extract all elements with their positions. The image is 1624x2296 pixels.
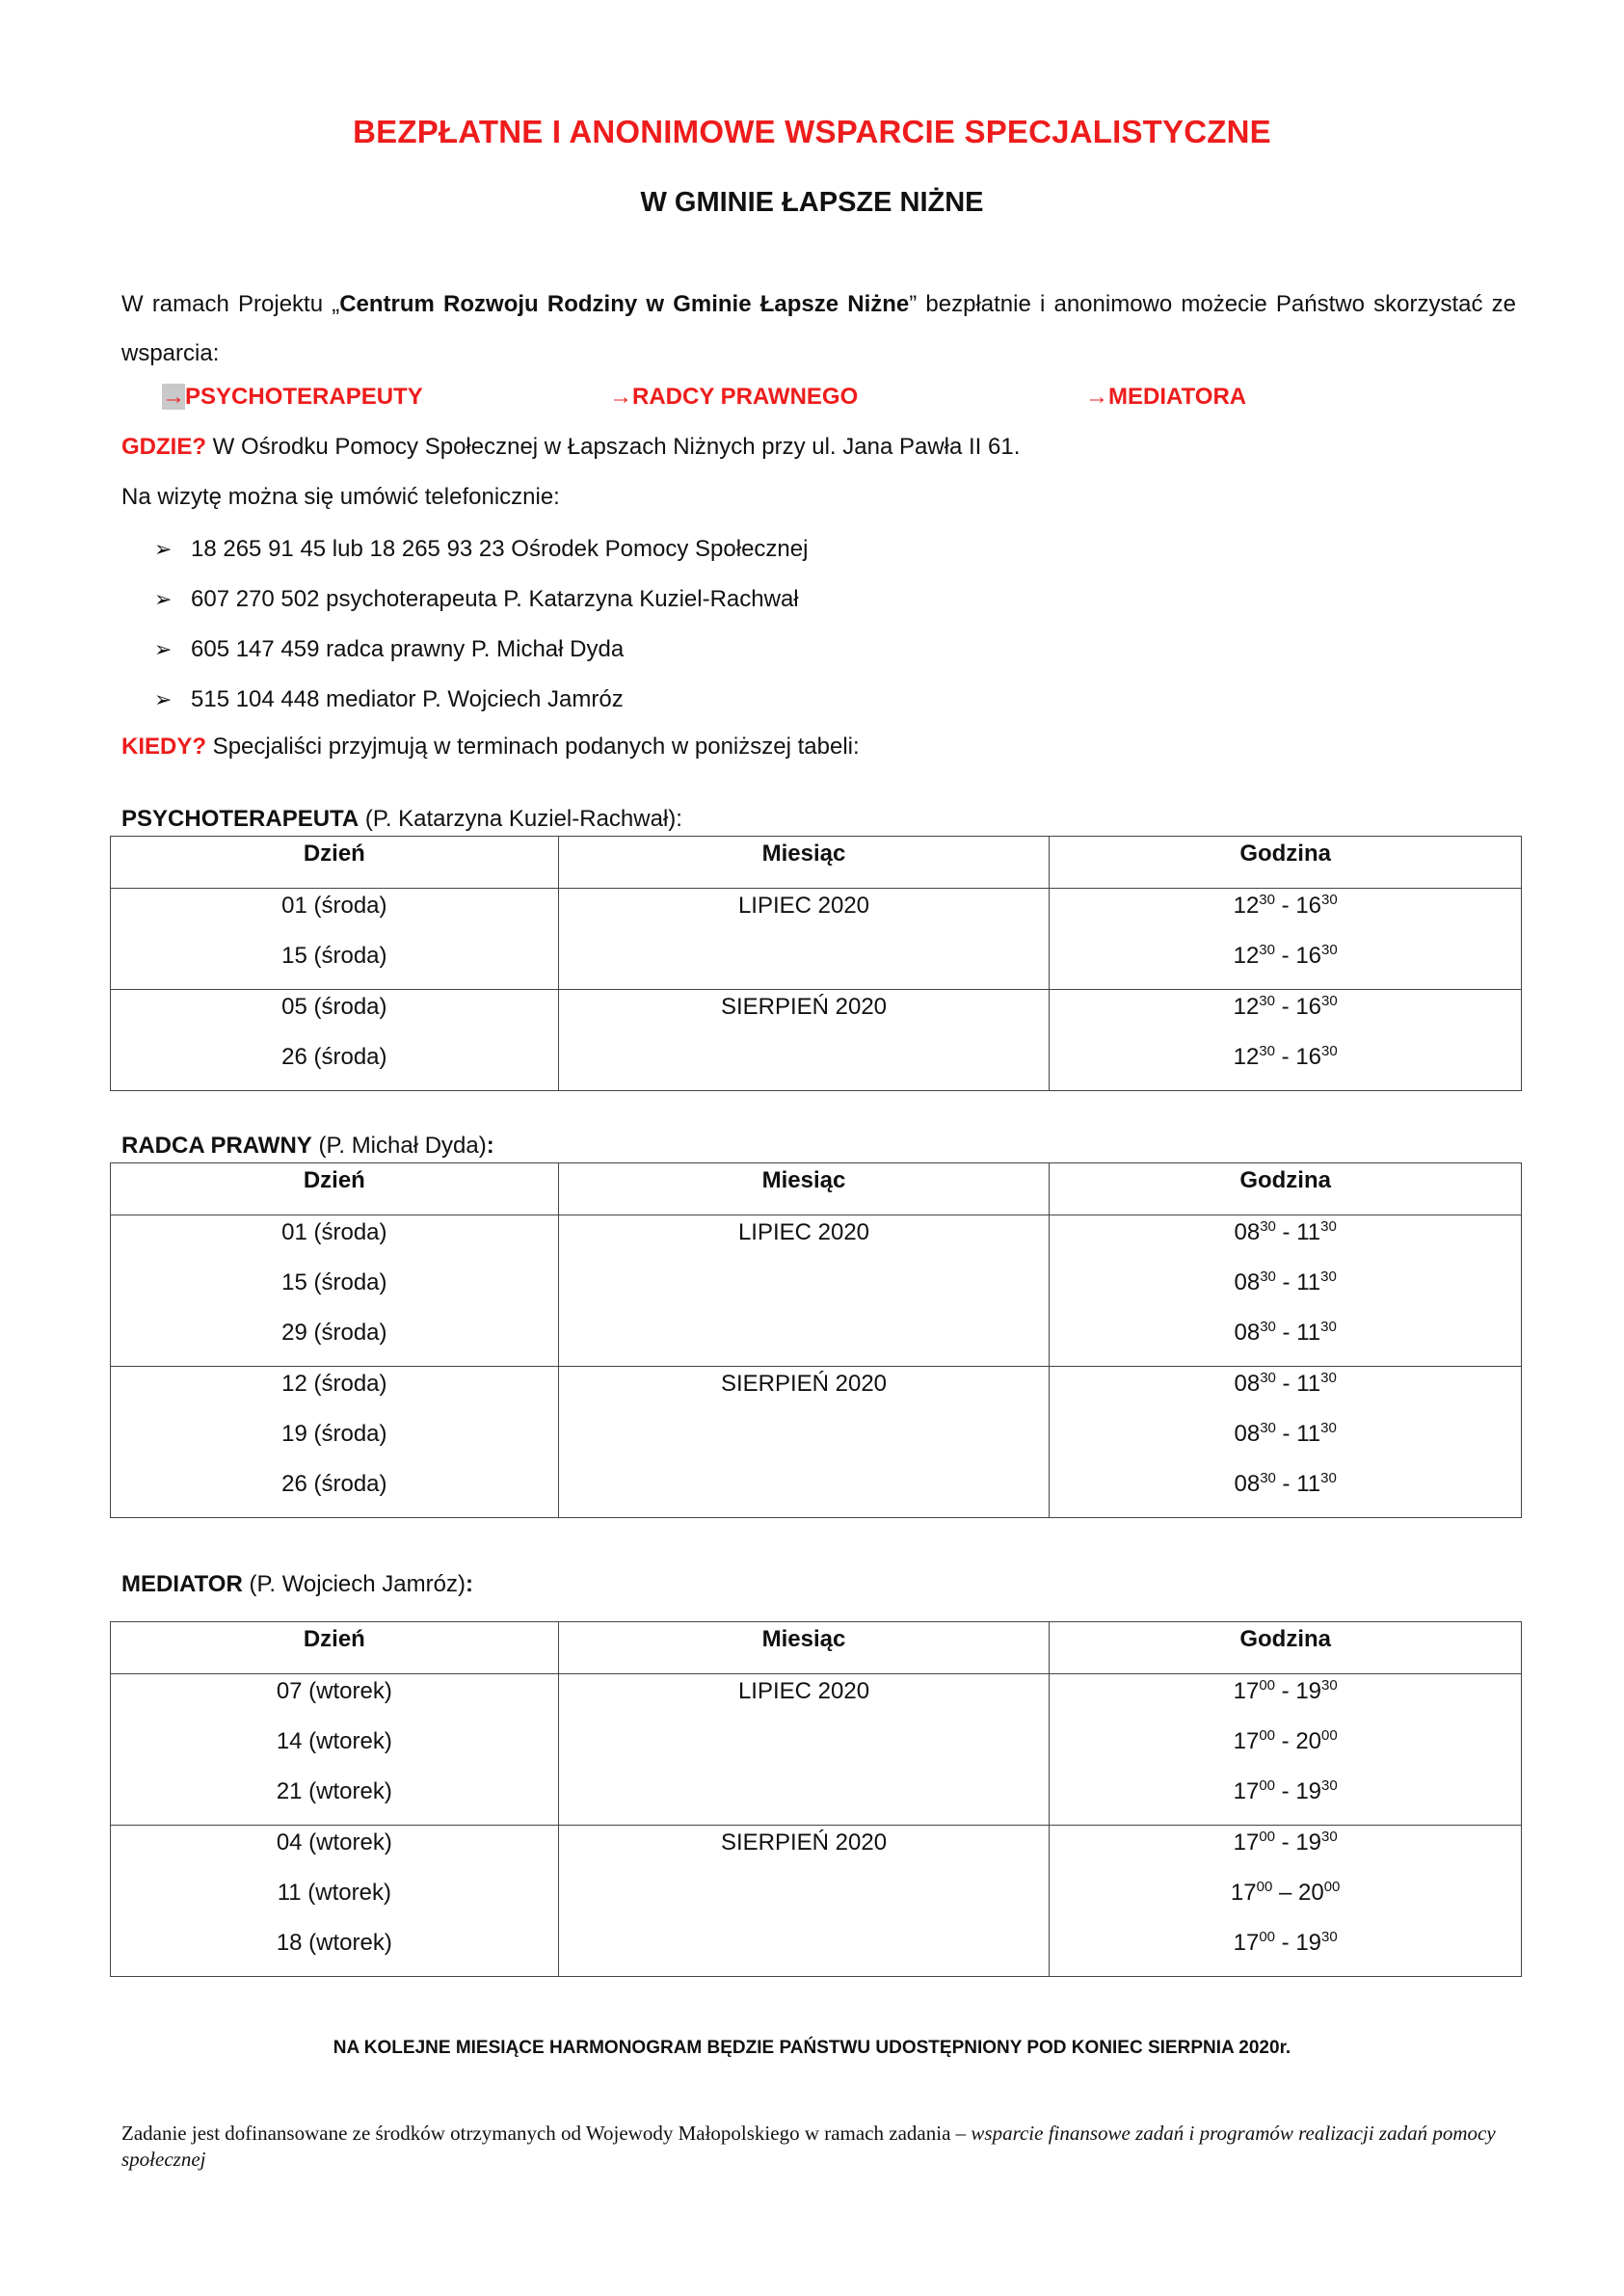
month-value: SIERPIEŃ 2020 [720,1371,888,1397]
table-header-row [111,1163,1522,1215]
minute-start: 30 [1259,892,1275,908]
hour-value [1050,1876,1521,1926]
hour-start: 08 [1234,1320,1261,1346]
hour-start: 12 [1233,994,1260,1020]
minute-start: 00 [1259,1929,1275,1945]
hour-value [1050,1826,1521,1876]
minute-start: 30 [1259,993,1275,1009]
minute-start: 30 [1260,1370,1276,1386]
role-name: PSYCHOTERAPEUTA [121,806,359,832]
minute-end: 00 [1323,1879,1341,1895]
intro-text-end: ” bezpłatnie i anonimowo możecie Państwo skorzystać ze wsparcia: [121,291,1517,366]
hour-separator: - [1275,1829,1296,1855]
day-cell [111,1215,559,1367]
arrowhead-bullet-icon: ➢ [154,637,173,661]
hour-cell [1050,990,1522,1091]
hour-start: 17 [1233,1930,1260,1956]
hour-start: 17 [1233,1778,1260,1804]
hour-separator: – [1272,1880,1298,1906]
hour-separator: - [1275,1930,1296,1956]
footer-italic-text: wsparcie finansowe zadań i programów realizacji zadań pomocy społecznej [121,2122,1496,2171]
minute-end: 30 [1321,1677,1338,1694]
hour-cell [1050,1826,1522,1977]
arrowhead-bullet-icon: ➢ [154,537,173,561]
hour-end: 16 [1295,994,1322,1020]
minute-end: 30 [1320,1420,1337,1436]
minute-start: 00 [1259,1727,1275,1744]
hour-value [1050,889,1521,939]
contact-text: 607 270 502 psychoterapeuta P. Katarzyna Kuziel-Rachwał [191,586,799,612]
hour-value [1050,990,1521,1040]
column-header-day: Dzień [111,1163,559,1215]
hour-start: 08 [1234,1371,1261,1397]
day-value: 12 (środa) [281,1371,387,1397]
contact-text: 18 265 91 45 lub 18 265 93 23 Ośrodek Pomocy Społecznej [191,536,809,562]
footer-text: Zadanie jest dofinansowane ze środków otrzymanych od Wojewody Małopolskiego w ramach zadania – [121,2122,972,2145]
document-title: BEZPŁATNE I ANONIMOWE WSPARCIE SPECJALISTYCZNE [353,114,1271,149]
where-text: W Ośrodku Pomocy Społecznej w Łapszach Niżnych przy ul. Jana Pawła II 61. [206,434,1021,460]
minute-start: 00 [1256,1879,1273,1895]
hour-value [1050,1316,1521,1366]
day-value: 18 (wtorek) [276,1930,392,1956]
day-value: 11 (wtorek) [277,1880,391,1906]
minute-end: 30 [1321,1777,1338,1794]
minute-end: 00 [1321,1727,1338,1744]
day-value: 21 (wtorek) [276,1778,392,1804]
hour-cell [1050,1215,1522,1367]
hour-start: 12 [1233,943,1260,969]
day-value: 01 (środa) [281,893,387,919]
contact-text: 605 147 459 radca prawny P. Michał Dyda [191,636,625,662]
minute-start: 30 [1260,1268,1276,1285]
hour-start: 08 [1234,1219,1261,1245]
list-item [154,633,808,683]
phone-intro: Na wizytę można się umówić telefonicznie: [121,484,560,510]
column-header-hour: Godzina [1050,837,1522,889]
month-cell [558,1367,1050,1518]
hour-end: 16 [1295,943,1322,969]
hour-value [1050,1724,1521,1775]
day-value: 15 (środa) [281,1269,387,1295]
person-name: (P. Katarzyna Kuziel-Rachwał): [359,806,682,832]
column-header-day: Dzień [111,1622,559,1674]
hour-start: 17 [1233,1728,1260,1754]
minute-end: 30 [1321,993,1338,1009]
month-cell [558,1826,1050,1977]
column-header-month: Miesiąc [558,1622,1050,1674]
intro-paragraph [121,280,1516,378]
hour-separator: - [1274,1044,1296,1070]
minute-start: 00 [1259,1677,1275,1694]
hour-end: 11 [1296,1269,1321,1295]
specialist-psychotherapist [162,384,423,411]
hour-end: 11 [1296,1471,1321,1497]
minute-start: 30 [1260,1420,1276,1436]
minute-end: 30 [1320,1470,1337,1486]
hour-separator: - [1275,1269,1297,1295]
hour-end: 11 [1296,1371,1321,1397]
hour-end: 16 [1295,1044,1322,1070]
month-cell [558,990,1050,1091]
hour-value [1050,1417,1521,1467]
hour-value [1050,1775,1521,1825]
when-text: Specjaliści przyjmują w terminach podanych w poniższej tabeli: [206,734,860,760]
day-cell [111,1674,559,1826]
column-header-month: Miesiąc [558,1163,1050,1215]
hour-value [1050,1040,1521,1090]
column-header-month: Miesiąc [558,837,1050,889]
table-header-row [111,837,1522,889]
title-colon: : [486,1133,494,1159]
hour-value [1050,1926,1521,1976]
column-header-day: Dzień [111,837,559,889]
table-row [111,1215,1522,1367]
day-value: 29 (środa) [281,1320,387,1346]
table-row [111,889,1522,990]
day-cell [111,990,559,1091]
minute-end: 30 [1320,1370,1337,1386]
day-value: 19 (środa) [281,1421,387,1447]
minute-start: 00 [1259,1777,1275,1794]
specialist-label: RADCY PRAWNEGO [632,384,859,410]
minute-start: 30 [1260,1218,1276,1235]
month-cell [558,1674,1050,1826]
hour-start: 12 [1233,893,1260,919]
contact-text: 515 104 448 mediator P. Wojciech Jamróz [191,686,624,712]
hour-separator: - [1275,1778,1296,1804]
hour-separator: - [1275,1219,1297,1245]
month-cell [558,1215,1050,1367]
mediator-schedule-table [110,1621,1522,1977]
minute-end: 30 [1321,1829,1338,1845]
hour-end: 11 [1296,1421,1321,1447]
hour-value [1050,1266,1521,1316]
when-line [121,734,860,761]
person-name: (P. Michał Dyda) [311,1133,487,1159]
where-label: GDZIE? [121,434,206,460]
hour-value [1050,1467,1521,1517]
hour-separator: - [1275,1371,1297,1397]
specialists-row [0,384,1624,416]
specialist-label: PSYCHOTERAPEUTY [185,384,423,410]
specialist-label: MEDIATORA [1108,384,1247,410]
arrowhead-bullet-icon: ➢ [154,587,173,611]
hour-separator: - [1274,943,1296,969]
minute-end: 30 [1320,1268,1337,1285]
table-header-row [111,1622,1522,1674]
month-value: SIERPIEŃ 2020 [720,1829,888,1855]
day-value: 26 (środa) [281,1471,387,1497]
specialist-legal-advisor [609,384,858,411]
document-subtitle: W GMINIE ŁAPSZE NIŻNE [640,187,984,218]
hour-start: 17 [1233,1678,1260,1704]
day-value: 05 (środa) [281,994,387,1020]
day-cell [111,1367,559,1518]
minute-end: 30 [1321,942,1338,958]
funding-footer [121,2121,1509,2173]
day-value: 14 (wtorek) [276,1728,392,1754]
minute-end: 30 [1321,892,1338,908]
hour-end: 19 [1295,1778,1322,1804]
hour-end: 11 [1296,1320,1321,1346]
table-row [111,1674,1522,1826]
table-row [111,1367,1522,1518]
list-item [154,533,808,583]
when-label: KIEDY? [121,734,207,760]
psychotherapist-schedule-table [110,836,1522,1091]
list-item [154,583,808,633]
minute-end: 30 [1320,1218,1337,1235]
arrow-right-icon: → [609,384,632,410]
minute-end: 30 [1321,1929,1338,1945]
day-value: 07 (wtorek) [276,1678,392,1704]
hour-separator: - [1275,1678,1296,1704]
hour-start: 08 [1234,1471,1261,1497]
minute-start: 30 [1259,942,1275,958]
hour-separator: - [1275,1320,1297,1346]
hour-value [1050,1674,1521,1724]
hour-end: 11 [1296,1219,1321,1245]
arrow-right-icon: → [162,384,185,410]
hour-start: 17 [1233,1829,1260,1855]
hour-separator: - [1275,1421,1297,1447]
hour-separator: - [1274,994,1296,1020]
intro-text-start: W ramach Projektu „ [121,291,340,317]
hour-start: 08 [1234,1421,1261,1447]
day-cell [111,889,559,990]
day-value: 26 (środa) [281,1044,387,1070]
arrowhead-bullet-icon: ➢ [154,687,173,711]
hour-separator: - [1275,1471,1297,1497]
legal-advisor-schedule-table [110,1162,1522,1518]
role-name: RADCA PRAWNY [121,1133,312,1159]
hour-end: 19 [1295,1829,1322,1855]
month-value: LIPIEC 2020 [737,893,870,919]
schedule-notice: NA KOLEJNE MIESIĄCE HARMONOGRAM BĘDZIE PAŃSTWU UDOSTĘPNIONY POD KONIEC SIERPNIA 2020r. [333,2038,1291,2058]
hour-end: 20 [1295,1728,1322,1754]
minute-start: 30 [1260,1470,1276,1486]
hour-value [1050,939,1521,989]
hour-start: 12 [1233,1044,1260,1070]
table-row [111,1826,1522,1977]
title-colon: : [465,1571,473,1597]
where-line [121,434,1020,461]
hour-end: 19 [1295,1930,1322,1956]
hour-cell [1050,1674,1522,1826]
hour-start: 08 [1234,1269,1261,1295]
person-name: (P. Wojciech Jamróz) [242,1571,466,1597]
column-header-hour: Godzina [1050,1622,1522,1674]
day-value: 04 (wtorek) [276,1829,392,1855]
hour-end: 20 [1298,1880,1324,1906]
hour-value [1050,1367,1521,1417]
day-value: 15 (środa) [281,943,387,969]
list-item [154,683,808,734]
hour-end: 19 [1295,1678,1322,1704]
arrow-right-icon: → [1085,384,1108,410]
hour-cell [1050,1367,1522,1518]
hour-start: 17 [1230,1880,1257,1906]
table-row [111,990,1522,1091]
contact-list [154,533,808,734]
hour-end: 16 [1295,893,1322,919]
month-value: LIPIEC 2020 [737,1678,870,1704]
month-value: LIPIEC 2020 [737,1219,870,1245]
minute-end: 30 [1320,1319,1337,1335]
minute-start: 30 [1259,1043,1275,1059]
legal-advisor-section-title [121,1133,494,1160]
specialist-mediator [1085,384,1246,411]
psychotherapist-section-title [121,806,682,833]
hour-value [1050,1215,1521,1266]
role-name: MEDIATOR [121,1571,243,1597]
minute-start: 00 [1259,1829,1275,1845]
mediator-section-title [121,1571,473,1598]
project-name: Centrum Rozwoju Rodziny w Gminie Łapsze Niżne [339,291,910,317]
day-value: 01 (środa) [281,1219,387,1245]
hour-cell [1050,889,1522,990]
month-value: SIERPIEŃ 2020 [720,994,888,1020]
minute-start: 30 [1260,1319,1276,1335]
minute-end: 30 [1321,1043,1338,1059]
month-cell [558,889,1050,990]
day-cell [111,1826,559,1977]
column-header-hour: Godzina [1050,1163,1522,1215]
hour-separator: - [1275,1728,1296,1754]
hour-separator: - [1274,893,1296,919]
